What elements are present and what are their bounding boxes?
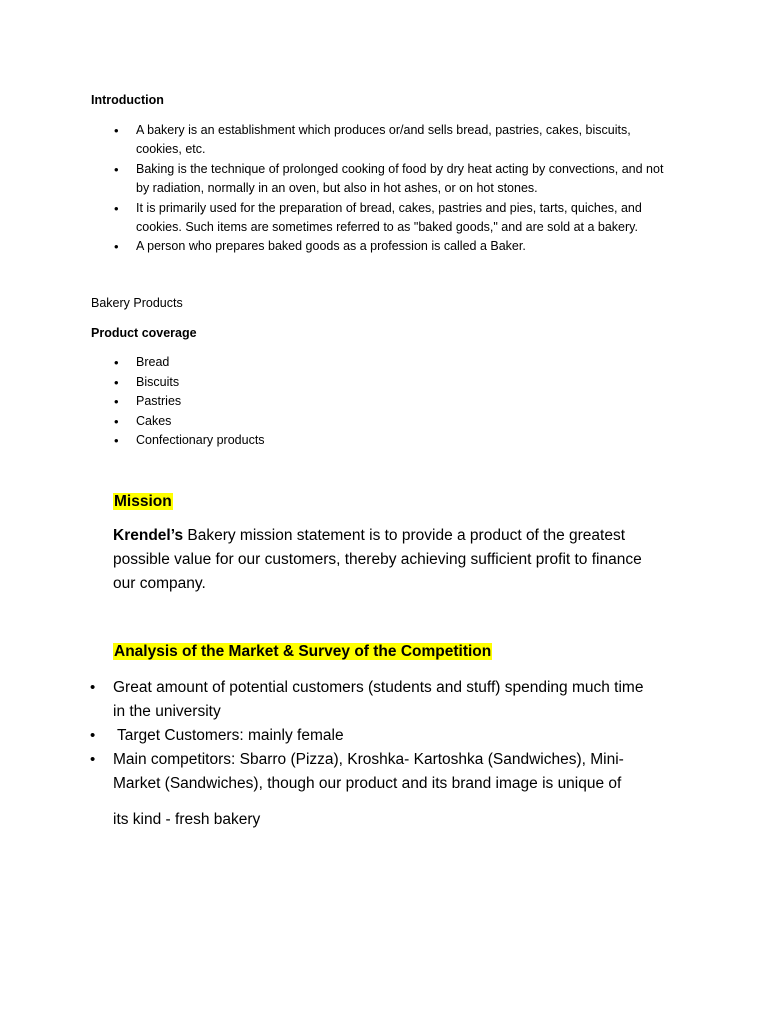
list-item-line: by radiation, normally in an oven, but also in hot ashes, or on hot stones. <box>136 181 538 196</box>
product-item-label: Cakes <box>136 413 172 428</box>
bullet-icon: • <box>90 727 96 744</box>
analysis-trailing-text: its kind - fresh bakery <box>113 811 261 828</box>
list-item <box>0 353 768 373</box>
list-item-line: cookies, etc. <box>136 142 206 157</box>
list-item <box>0 431 768 451</box>
list-item-line: A person who prepares baked goods as a profession is called a Baker. <box>136 239 526 253</box>
analysis-list <box>0 676 768 796</box>
mission-line-text: Bakery mission statement is to provide a product of the greatest <box>183 527 626 544</box>
bakery-products-heading: Bakery Products <box>91 296 183 310</box>
mission-statement <box>113 524 733 596</box>
list-item-line: Main competitors: Sbarro (Pizza), Kroshka- Kartoshka (Sandwiches), Mini- <box>113 751 624 768</box>
brand-name: Krendel’s <box>113 527 184 544</box>
list-item <box>0 160 768 199</box>
product-item-label: Pastries <box>136 394 182 409</box>
product-item-label: Bread <box>136 355 170 369</box>
list-item-line: in the university <box>113 703 221 720</box>
list-item-line: It is primarily used for the preparation of bread, cakes, pastries and pies, tarts, quiches, and <box>136 201 642 215</box>
bullet-icon: • <box>114 394 119 410</box>
list-item-line: Target Customers: mainly female <box>113 727 344 744</box>
bullet-icon: • <box>90 679 96 696</box>
list-item <box>0 199 768 237</box>
list-item-line: Baking is the technique of prolonged cooking of food by dry heat acting by convections, and not <box>136 162 664 176</box>
introduction-heading: Introduction <box>91 93 164 107</box>
bullet-icon: • <box>114 123 119 138</box>
bullet-icon: • <box>114 239 119 254</box>
analysis-heading <box>113 640 492 664</box>
list-item-line: Great amount of potential customers (students and stuff) spending much time <box>113 679 644 696</box>
list-item-line: A bakery is an establishment which produces or/and sells bread, pastries, cakes, biscuits, <box>136 123 631 137</box>
product-list <box>0 353 768 451</box>
bullet-icon: • <box>114 413 119 429</box>
mission-line <box>113 524 733 548</box>
list-item-line: cookies. Such items are sometimes referred to as "baked goods," and are sold at a bakery. <box>136 220 638 235</box>
introduction-list <box>0 121 768 257</box>
analysis-heading-text: Analysis of the Market & Survey of the Competition <box>114 643 492 660</box>
list-item <box>0 412 768 432</box>
list-item <box>0 676 768 724</box>
list-item <box>0 392 768 412</box>
product-item-label: Biscuits <box>136 374 180 389</box>
product-item-label: Confectionary products <box>136 433 265 448</box>
bullet-icon: • <box>114 162 119 177</box>
bullet-icon: • <box>114 433 119 449</box>
mission-line: our company. <box>113 575 206 592</box>
list-item-line: Market (Sandwiches), though our product and its brand image is unique of <box>113 775 622 792</box>
list-item <box>0 121 768 160</box>
list-item <box>0 237 768 257</box>
bullet-icon: • <box>114 201 119 216</box>
mission-line: possible value for our customers, thereby achieving sufficient profit to finance <box>113 551 642 568</box>
mission-heading-text: Mission <box>114 493 172 510</box>
mission-heading <box>113 490 173 514</box>
list-item <box>0 748 768 796</box>
bullet-icon: • <box>114 355 119 370</box>
bullet-icon: • <box>90 751 96 768</box>
bullet-icon: • <box>114 374 119 390</box>
product-coverage-heading: Product coverage <box>91 326 197 340</box>
list-item <box>0 373 768 393</box>
list-item <box>0 724 768 748</box>
